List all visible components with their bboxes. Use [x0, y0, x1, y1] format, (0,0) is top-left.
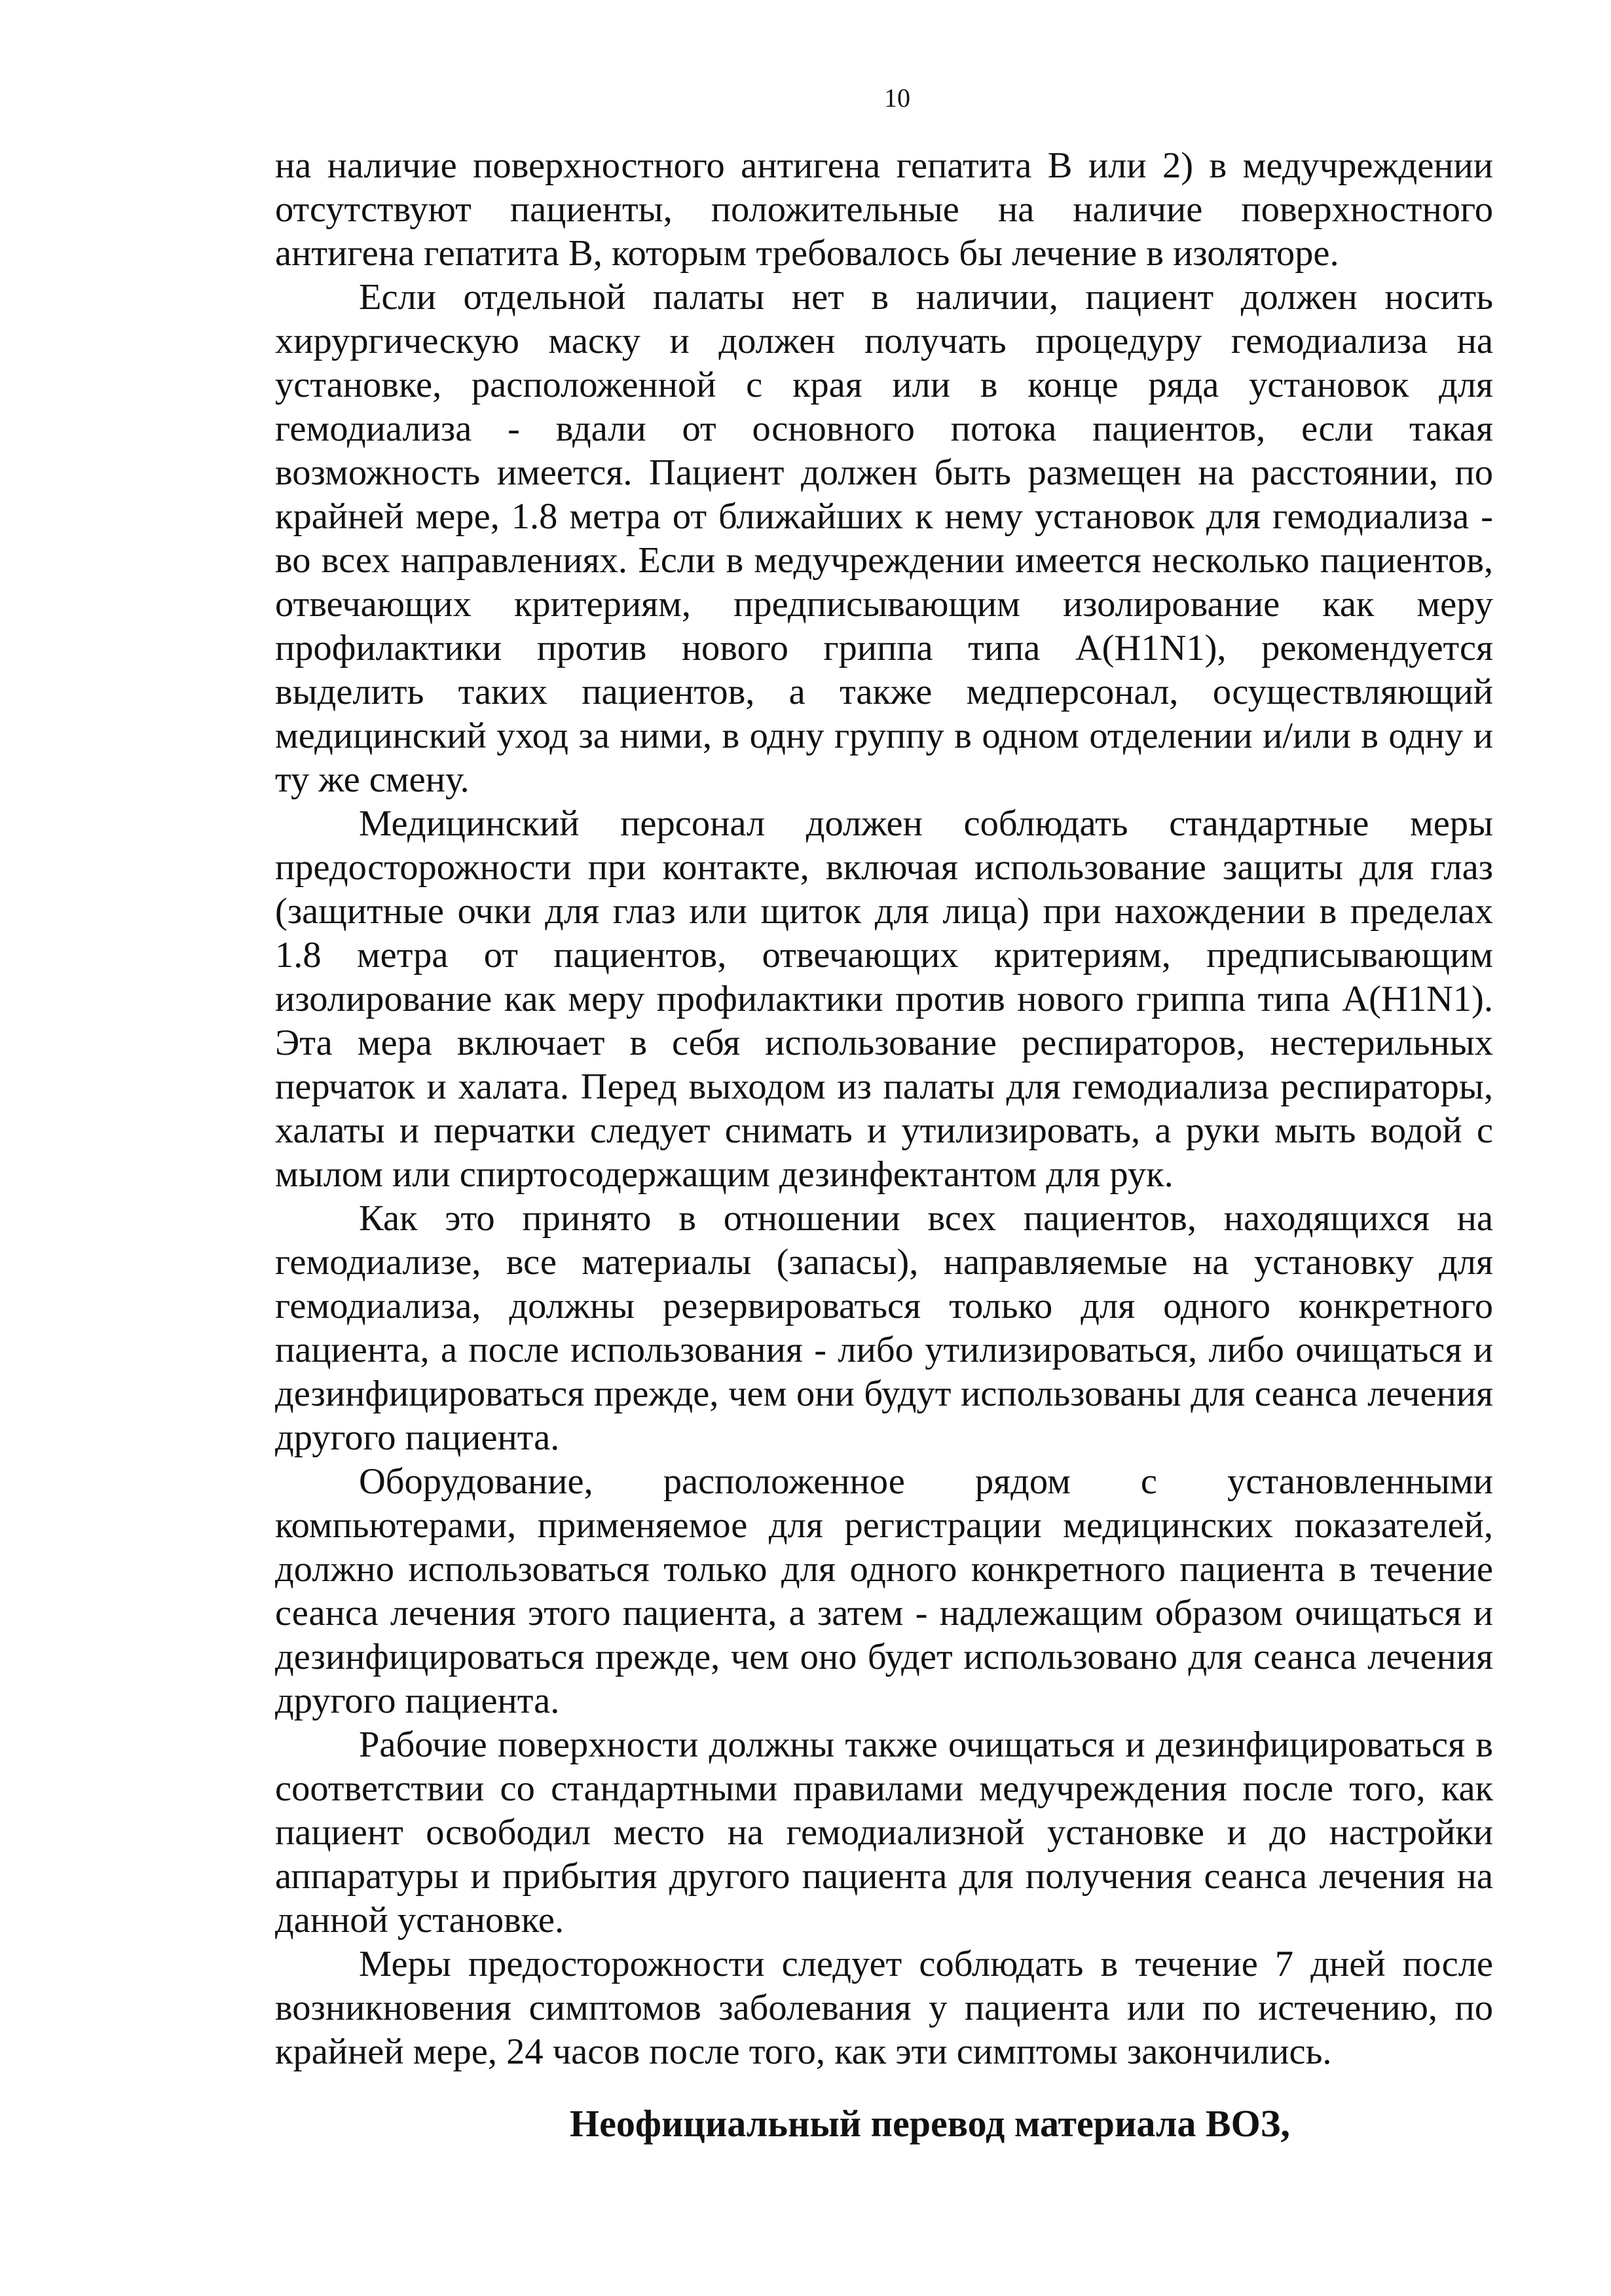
document-body — [275, 144, 1493, 2074]
paragraph-supplies: Как это принято в отношении всех пациентов, находящихся на гемодиализе, все материалы (запасы), направляемые на установку для гемодиализа, должны резервироваться только для одного конкретного пациента, а после использования - либо утилизироваться, либо очищаться и дезинфицироваться прежде, чем они будут использованы для сеанса лечения другого пациента. — [275, 1198, 1493, 1458]
page-number: 10 — [884, 83, 910, 113]
paragraph-staff-precautions: Медицинский персонал должен соблюдать стандартные меры предосторожности при контакте, включая использование защиты для глаз (защитные очки для глаз или щиток для лица) при нахождении в пределах 1.8 метра от пациентов, отвечающих критериям, предписывающим изолирование как меру профилактики против нового гриппа типа A(H1N1). Эта мера включает в себя использование респираторов, нестерильных перчаток и халата. Перед выходом из палаты для гемодиализа респираторы, халаты и перчатки следует снимать и утилизировать, а руки мыть водой с мылом или спиртосодержащим дезинфектантом для рук. — [275, 803, 1493, 1195]
paragraph-equipment: Оборудование, расположенное рядом с установленными компьютерами, применяемое для регистрации медицинских показателей, должно использоваться только для одного конкретного пациента в течение сеанса лечения этого пациента, а затем - надлежащим образом очищаться и дезинфицироваться прежде, чем оно будет использовано для сеанса лечения другого пациента. — [275, 1461, 1493, 1721]
paragraph-work-surfaces: Рабочие поверхности должны также очищаться и дезинфицироваться в соответствии со стандартными правилами медучреждения после того, как пациент освободил место на гемодиализной установке и до настройки аппаратуры и прибытия другого пациента для получения сеанса лечения на данной установке. — [275, 1724, 1493, 1941]
paragraph-duration: Меры предосторожности следует соблюдать в течение 7 дней после возникновения симптомов заболевания у пациента или по истечению, по крайней мере, 24 часов после того, как эти симптомы закончились. — [275, 1944, 1493, 2072]
paragraph-continuation: на наличие поверхностного антигена гепатита В или 2) в медучреждении отсутствуют пациенты, положительные на наличие поверхностного антигена гепатита В, которым требовалось бы лечение в изоляторе. — [275, 145, 1493, 274]
footer-note: Неофициальный перевод материала ВОЗ, — [570, 2102, 1290, 2145]
paragraph-separate-ward: Если отдельной палаты нет в наличии, пациент должен носить хирургическую маску и должен получать процедуру гемодиализа на установке, расположенной с края или в конце ряда установок для гемодиализа - вдали от основного потока пациентов, если такая возможность имеется. Пациент должен быть размещен на расстоянии, по крайней мере, 1.8 метра от ближайших к нему установок для гемодиализа - во всех направлениях. Если в медучреждении имеется несколько пациентов, отвечающих критериям, предписывающим изолирование как меру профилактики против нового гриппа типа A(H1N1), рекомендуется выделить таких пациентов, а также медперсонал, осуществляющий медицинский уход за ними, в одну группу в одном отделении и/или в одну и ту же смену. — [275, 277, 1493, 800]
